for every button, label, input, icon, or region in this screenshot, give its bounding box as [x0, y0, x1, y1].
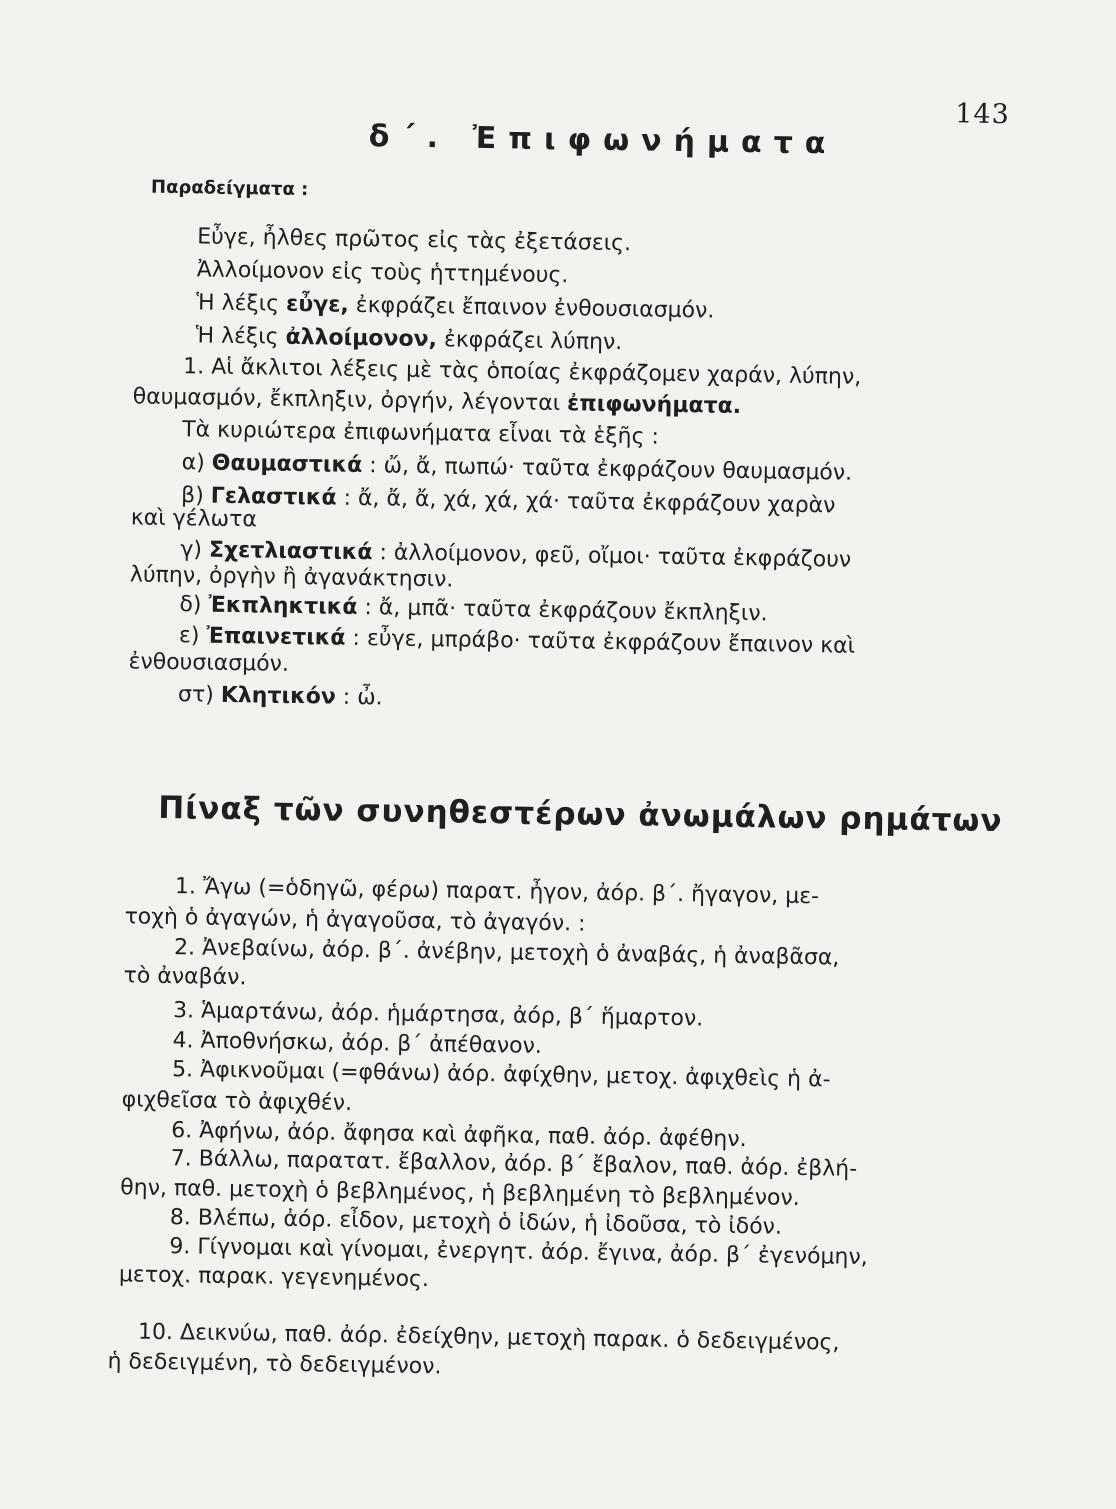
category-line	[178, 682, 1058, 721]
example-line: Εὖγε, ἦλθες πρῶτος εἰς τὰς ἐξετάσεις.	[197, 224, 632, 257]
category-letter: στ)	[177, 682, 215, 708]
verb-line: 5. Ἀφικνοῦμαι (=φθάνω) ἀόρ. ἀφίχθην, μετοχ. ἀφιχθεὶς ἡ ἀ-	[171, 1057, 831, 1093]
category-letter: δ)	[179, 592, 202, 618]
category-line	[181, 450, 1061, 489]
note-text: Ἡ λέξις	[195, 290, 287, 317]
category-text: : ἄ, μπᾶ· ταῦτα ἐκφράζουν ἔκπληξιν.	[364, 595, 768, 627]
example-line: Ἀλλοίμονον εἰς τοὺς ἡττημένους.	[196, 257, 569, 289]
rule-text: θαυμασμόν, ἔκπληξιν, ὀργήν, λέγονται	[132, 384, 568, 417]
rule-line: 1. Αἱ ἄκλιτοι λέξεις μὲ τὰς ὁποίας ἐκφράζομεν χαράν, λύπην,	[182, 354, 862, 390]
category-name: Γελαστικά	[210, 483, 337, 511]
verb-line: 3. Ἁμαρτάνω, ἀόρ. ἡμάρτησα, ἀόρ, β΄ ἥμαρτον.	[172, 998, 704, 1032]
category-name: Ἐκπληκτικά	[208, 592, 358, 620]
category-name: Σχετλιαστικά	[208, 537, 373, 566]
verb-line: 10. Δεικνύω, παθ. ἀόρ. ἐδείχθην, μετοχὴ παρακ. ὁ δεδειγμένος,	[137, 1319, 840, 1356]
verb-line: 2. Ἀνεβαίνω, ἀόρ. β΄. ἀνέβην, μετοχὴ ὁ ἀναβάς, ἡ ἀναβᾶσα,	[173, 935, 840, 971]
category-letter: α)	[181, 450, 205, 476]
main-intro: Τὰ κυριώτερα ἐπιφωνήματα εἶναι τὰ ἑξῆς :	[182, 417, 660, 450]
rule-line	[133, 384, 1013, 423]
note-bold: ἀλλοίμονον,	[285, 324, 438, 353]
verb-line: 1. Ἄγω (=ὁδηγῶ, φέρω) παρατ. ἦγον, ἀόρ. β΄. ἤγαγον, με-	[174, 874, 820, 910]
examples-label: Παραδείγματα :	[150, 176, 309, 201]
category-name: Ἐπαινετικά	[206, 623, 346, 651]
category-cont: λύπην, ὀργὴν ἢ ἀγανάκτησιν.	[129, 562, 454, 593]
verb-line: 6. Ἀφήνω, ἀόρ. ἄφησα καὶ ἀφῆκα, παθ. ἀόρ. ἀφέθην.	[170, 1118, 747, 1153]
note-bold: εὖγε,	[285, 291, 349, 318]
verb-line: 7. Βάλλω, παρατατ. ἔβαλλον, ἀόρ. β΄ ἔβαλον, παθ. ἀόρ. ἐβλή-	[170, 1146, 858, 1182]
note-text: ἐκφράζει ἔπαινον ἐνθουσιασμόν.	[348, 292, 715, 324]
rule-bold: ἐπιφωνήματα.	[566, 391, 742, 419]
verb-cont: μετοχ. παρακ. γεγενημένος.	[118, 1262, 430, 1293]
section-title: δ΄. Ἐπιφωνήματα	[368, 119, 838, 162]
verb-line: 4. Ἀποθνήσκω, ἀόρ. β΄ ἀπέθανον.	[172, 1028, 543, 1059]
category-text: : ἄ, ἄ, ἄ, χά, χά, χά· ταῦτα ἐκφράζουν χαρὰν	[343, 485, 836, 519]
word-note	[196, 290, 1076, 329]
category-text: : εὖγε, μπράβο· ταῦτα ἐκφράζουν ἔπαινον καὶ	[352, 625, 856, 659]
table-title: Πίναξ τῶν συνηθεστέρων ἀνωμάλων ρημάτων	[157, 789, 1003, 840]
note-text: ἐκφράζει λύπην.	[436, 327, 623, 356]
category-cont: ἐνθουσιασμόν.	[128, 649, 290, 677]
category-text: : ὦ.	[342, 684, 383, 711]
category-letter: β)	[180, 483, 204, 509]
category-name: Θαυμαστικά	[211, 450, 363, 479]
note-text: Ἡ λέξις	[195, 323, 286, 350]
verb-line: 8. Βλέπω, ἀόρ. εἶδον, μετοχὴ ὁ ἰδών, ἡ ἰδοῦσα, τὸ ἰδόν.	[169, 1205, 783, 1240]
category-cont: καὶ γέλωτα	[130, 505, 258, 533]
category-text: : ὤ, ἄ, πωπώ· ταῦτα ἐκφράζουν θαυμασμόν.	[369, 453, 853, 486]
page-number: 143	[955, 98, 1011, 131]
verb-cont: ἡ δεδειγμένη, τὸ δεδειγμένον.	[107, 1349, 442, 1380]
verb-cont: φιχθεῖσα τὸ ἀφιχθέν.	[121, 1087, 353, 1116]
category-text: : ἀλλοίμονον, φεῦ, οἴμοι· ταῦτα ἐκφράζουν	[379, 540, 852, 573]
category-letter: ε)	[178, 623, 200, 649]
verb-cont: θην, παθ. μετοχὴ ὁ βεβλημένος, ἡ βεβλημένη τὸ βεβλημένον.	[120, 1175, 800, 1211]
verb-line: 9. Γίγνομαι καὶ γίνομαι, ἐνεργητ. ἀόρ. ἔγινα, ἀόρ. β΄ ἐγενόμην,	[169, 1234, 868, 1271]
verb-cont: τὸ ἀναβάν.	[123, 963, 247, 991]
verb-cont: τοχὴ ὁ ἀγαγών, ἡ ἀγαγοῦσα, τὸ ἀγαγόν. :	[124, 904, 586, 937]
category-name: Κλητικόν	[220, 682, 336, 710]
category-letter: γ)	[180, 537, 203, 563]
